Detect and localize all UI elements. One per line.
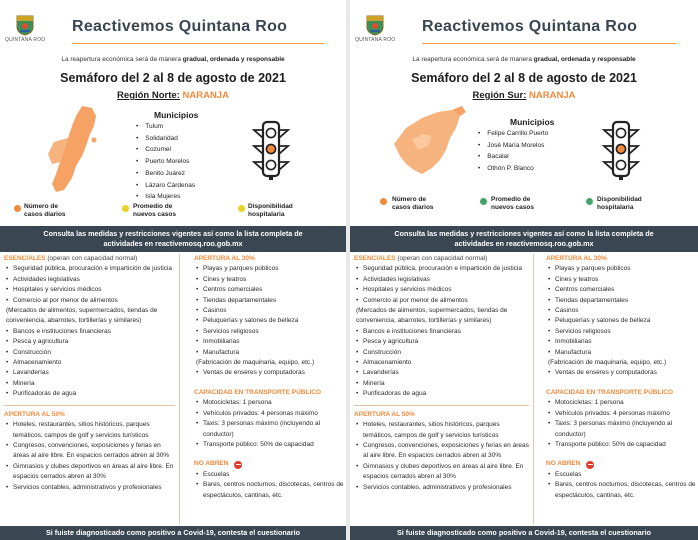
activity-item: • Servicios religiosos bbox=[546, 327, 696, 337]
activity-item: • Seguridad pública, procuración e impartición de justicia bbox=[354, 264, 529, 274]
activity-item: (Fabricación de maquinaria, equipo, etc.) bbox=[548, 359, 667, 367]
indicator-dot bbox=[122, 205, 129, 212]
activity-item: • Bancos e instituciones financieras bbox=[4, 327, 175, 337]
indicator-label bbox=[133, 203, 176, 219]
esenciales-heading: ESENCIALES bbox=[354, 255, 396, 262]
municipio-item: • Felipe Carrillo Puerto bbox=[478, 128, 588, 140]
activity-item: • Casinos bbox=[546, 306, 696, 316]
activity-item: • Minería bbox=[354, 379, 529, 389]
title-underline bbox=[72, 43, 324, 44]
activity-item: • Inmobiliarias bbox=[546, 337, 696, 347]
banner-line-2: actividades en reactivemosq.roo.gob.mx bbox=[103, 239, 243, 248]
activity-item: • Lavanderías bbox=[354, 368, 529, 378]
quintana-roo-logo bbox=[355, 14, 395, 43]
municipios-list bbox=[136, 121, 236, 203]
activity-item: • Lavanderías bbox=[4, 368, 175, 378]
activity-item: • Hoteles, restaurantes, sitios históricos, parques temáticos, campos de golf y servicios turísticos bbox=[4, 420, 175, 441]
esenciales-heading: ESENCIALES bbox=[4, 255, 46, 262]
apertura50-title: APERTURA AL 50% bbox=[4, 410, 65, 418]
municipio-item: • Lázaro Cárdenas bbox=[136, 180, 236, 192]
activity-item: • Ventas de enseres y computadoras bbox=[546, 368, 696, 378]
closed-item: • Escuelas bbox=[546, 470, 696, 480]
esenciales-note: (operan con capacidad normal) bbox=[47, 255, 138, 262]
consult-banner bbox=[0, 226, 346, 252]
activity-item: • Servicios contables, administrativos y profesionales bbox=[354, 483, 529, 493]
activity-item: • Centros comerciales bbox=[546, 285, 696, 295]
municipio-item: • Bacalar bbox=[478, 151, 588, 163]
municipio-item: • Tulum bbox=[136, 121, 236, 133]
municipio-item: • José María Morelos bbox=[478, 140, 588, 152]
transport-item: • Taxis: 3 personas máximo (incluyendo al conductor) bbox=[194, 419, 344, 440]
indicator-label-line2: casos diarios bbox=[24, 211, 66, 218]
activity-item: • Manufactura bbox=[546, 348, 696, 358]
apertura30-title: APERTURA AL 30% bbox=[546, 255, 607, 262]
tagline-emphasis: gradual, ordenada y responsable bbox=[533, 56, 636, 63]
state-map-icon bbox=[392, 104, 472, 176]
activity-item: • Playas y parques públicos bbox=[546, 264, 696, 274]
activity-item: • Servicios contables, administrativos y profesionales bbox=[4, 483, 175, 493]
municipio-item: • Benito Juárez bbox=[136, 168, 236, 180]
indicator-label bbox=[597, 196, 642, 212]
activity-item: • Comercio al por menor de alimentos bbox=[354, 296, 529, 306]
quintana-roo-logo-icon bbox=[365, 14, 385, 36]
closed-item: • Escuelas bbox=[194, 470, 344, 480]
indicator-label-line2: hospitalaria bbox=[248, 211, 285, 218]
indicator-label-line2: hospitalaria bbox=[597, 204, 634, 211]
traffic-light-icon bbox=[250, 120, 292, 180]
region-color: NARANJA bbox=[529, 90, 576, 101]
noabren-title: NO ABREN bbox=[194, 460, 229, 468]
state-map-icon bbox=[42, 104, 100, 194]
region-color: NARANJA bbox=[182, 90, 229, 101]
stop-icon bbox=[234, 461, 242, 469]
activity-item: • Purificadoras de agua bbox=[4, 389, 175, 399]
activities-left-column bbox=[354, 254, 534, 524]
brand-title: Reactivemos Quintana Roo bbox=[422, 18, 638, 35]
activity-item: • Casinos bbox=[194, 306, 344, 316]
apertura30-title: APERTURA AL 30% bbox=[194, 255, 255, 262]
tagline bbox=[350, 56, 698, 63]
indicator-dot bbox=[480, 198, 487, 205]
transport-item: • Vehículos privados: 4 personas máximo bbox=[194, 409, 344, 419]
activity-item: (Mercados de alimentos, supermercados, tiendas de conveniencia, abarrotes, tortillerías y similares) bbox=[6, 307, 158, 325]
indicator-dot bbox=[238, 205, 245, 212]
municipio-item: • Cozumel bbox=[136, 144, 236, 156]
header bbox=[350, 0, 698, 52]
closed-item: • Bares, centros nocturnos, discotecas, centros de espectáculos, cantinas, etc. bbox=[546, 480, 696, 501]
indicator-label bbox=[392, 196, 434, 212]
activity-item: • Seguridad pública, procuración e impartición de justicia bbox=[4, 264, 175, 274]
municipio-item: • Puerto Morelos bbox=[136, 156, 236, 168]
transport-item: • Transporte público: 50% de capacidad bbox=[194, 440, 344, 450]
indicator-dot bbox=[14, 205, 21, 212]
indicator-label-line1: Promedio de bbox=[133, 203, 173, 210]
semaforo-dates: Semáforo del 2 al 8 de agosto de 2021 bbox=[411, 71, 637, 85]
transporte-title: CAPACIDAD EN TRANSPORTE PÚBLICO bbox=[546, 388, 673, 396]
transport-item: • Taxis: 3 personas máximo (incluyendo al conductor) bbox=[546, 419, 696, 440]
activity-item: • Cines y teatros bbox=[194, 275, 344, 285]
flyer-region-norte bbox=[0, 0, 346, 540]
activity-item: • Comercio al por menor de alimentos bbox=[4, 296, 175, 306]
header bbox=[0, 0, 346, 52]
covid-questionnaire-footer: Si fuiste diagnosticado como positivo a Covid-19, contesta el cuestionario bbox=[350, 526, 698, 540]
activities-right-column bbox=[194, 254, 344, 524]
activity-item: • Almacenamiento bbox=[354, 358, 529, 368]
tagline-emphasis: gradual, ordenada y responsable bbox=[182, 56, 285, 63]
activities-left-column bbox=[4, 254, 180, 524]
activity-item: • Purificadoras de agua bbox=[354, 389, 529, 399]
indicator-label-line1: Número de bbox=[24, 203, 58, 210]
banner-line-1: Consulta las medidas y restricciones vigentes así como la lista completa de bbox=[394, 229, 654, 238]
activity-item: • Congresos, convenciones, exposiciones y ferias en áreas al aire libre. En espacios cerrados abren al 30% bbox=[354, 441, 529, 462]
activity-item: • Ventas de enseres y computadoras bbox=[194, 368, 344, 378]
activity-item: • Gimnasios y clubes deportivos en áreas al aire libre. En espacios cerrados abren al 30% bbox=[4, 462, 175, 483]
indicator-label bbox=[491, 196, 534, 212]
indicator-label bbox=[24, 203, 66, 219]
section-divider bbox=[4, 405, 175, 406]
tagline-text: La reapertura económica será de manera bbox=[412, 56, 534, 63]
activity-item: • Almacenamiento bbox=[4, 358, 175, 368]
noabren-title-row bbox=[194, 459, 344, 469]
activity-item: (Fabricación de maquinaria, equipo, etc.) bbox=[196, 359, 315, 367]
activity-item: • Pesca y agricultura bbox=[4, 337, 175, 347]
activity-item: • Pesca y agricultura bbox=[354, 337, 529, 347]
activity-item: • Minería bbox=[4, 379, 175, 389]
transport-item: • Motocicletas: 1 persona bbox=[194, 398, 344, 408]
activity-item: (Mercados de alimentos, supermercados, tiendas de conveniencia, abarrotes, tortillerías y similares) bbox=[356, 307, 508, 325]
activity-item: • Hoteles, restaurantes, sitios históricos, parques temáticos, campos de golf y servicios turísticos bbox=[354, 420, 529, 441]
noabren-title-row bbox=[546, 459, 696, 469]
activity-item: • Actividades legislativas bbox=[4, 275, 175, 285]
indicator-dot bbox=[586, 198, 593, 205]
indicator-label-line1: Disponibilidad bbox=[597, 196, 642, 203]
activity-item: • Actividades legislativas bbox=[354, 275, 529, 285]
traffic-light-icon bbox=[600, 120, 642, 180]
covid-questionnaire-footer: Si fuiste diagnosticado como positivo a Covid-19, contesta el cuestionario bbox=[0, 526, 346, 540]
activity-item: • Tiendas departamentales bbox=[546, 296, 696, 306]
title-underline bbox=[422, 43, 676, 44]
municipio-item: • Othón P. Blanco bbox=[478, 163, 588, 175]
region-name: Región Norte: bbox=[117, 90, 180, 101]
esenciales-note: (operan con capacidad normal) bbox=[397, 255, 488, 262]
transporte-title: CAPACIDAD EN TRANSPORTE PÚBLICO bbox=[194, 388, 321, 396]
region-heading bbox=[0, 90, 346, 101]
indicator-label bbox=[248, 203, 293, 219]
indicator-label-line1: Número de bbox=[392, 196, 426, 203]
section-divider bbox=[354, 405, 529, 406]
activity-item: • Hospitales y servicios médicos bbox=[354, 285, 529, 295]
transport-item: • Motocicletas: 1 persona bbox=[546, 398, 696, 408]
region-heading bbox=[350, 90, 698, 101]
municipios-title: Municipios bbox=[510, 117, 555, 127]
tagline-text: La reapertura económica será de manera bbox=[61, 56, 183, 63]
quintana-roo-logo-icon bbox=[15, 14, 35, 36]
quintana-roo-logo bbox=[5, 14, 45, 43]
activity-item: • Cines y teatros bbox=[546, 275, 696, 285]
apertura50-title: APERTURA AL 50% bbox=[354, 410, 415, 418]
logo-caption: QUINTANA ROO bbox=[355, 37, 396, 43]
municipios-list bbox=[478, 128, 588, 175]
activity-item: • Congresos, convenciones, exposiciones y ferias en áreas al aire libre. En espacios cerrados abren al 30% bbox=[4, 441, 175, 462]
activity-item: • Tiendas departamentales bbox=[194, 296, 344, 306]
activity-item: • Gimnasios y clubes deportivos en áreas al aire libre. En espacios cerrados abren al 30% bbox=[354, 462, 529, 483]
activity-item: • Centros comerciales bbox=[194, 285, 344, 295]
stop-icon bbox=[586, 461, 594, 469]
activity-item: • Inmobiliarias bbox=[194, 337, 344, 347]
noabren-title: NO ABREN bbox=[546, 460, 581, 468]
indicator-label-line2: nuevos casos bbox=[133, 211, 176, 218]
logo-caption: QUINTANA ROO bbox=[5, 37, 46, 43]
municipios-title: Municipios bbox=[154, 110, 199, 120]
indicator-label-line1: Disponibilidad bbox=[248, 203, 293, 210]
banner-line-2: actividades en reactivemosq.roo.gob.mx bbox=[454, 239, 594, 248]
transport-item: • Transporte público: 50% de capacidad bbox=[546, 440, 696, 450]
region-name: Región Sur: bbox=[472, 90, 527, 101]
esenciales-title bbox=[354, 254, 529, 264]
closed-item: • Bares, centros nocturnos, discotecas, centros de espectáculos, cantinas, etc. bbox=[194, 480, 344, 501]
municipio-item: • Isla Mujeres bbox=[136, 191, 236, 203]
indicator-dot bbox=[380, 198, 387, 205]
esenciales-title bbox=[4, 254, 175, 264]
flyer-region-sur bbox=[350, 0, 698, 540]
consult-banner bbox=[350, 226, 698, 252]
activity-item: • Peluquerías y salones de belleza bbox=[194, 316, 344, 326]
banner-line-1: Consulta las medidas y restricciones vigentes así como la lista completa de bbox=[43, 229, 303, 238]
activity-item: • Construcción bbox=[354, 348, 529, 358]
activity-item: • Hospitales y servicios médicos bbox=[4, 285, 175, 295]
activity-item: • Bancos e instituciones financieras bbox=[354, 327, 529, 337]
indicator-label-line2: nuevos casos bbox=[491, 204, 534, 211]
brand-title: Reactivemos Quintana Roo bbox=[72, 18, 288, 35]
activity-item: • Manufactura bbox=[194, 348, 344, 358]
tagline bbox=[0, 56, 346, 63]
semaforo-dates: Semáforo del 2 al 8 de agosto de 2021 bbox=[60, 71, 286, 85]
indicator-label-line1: Promedio de bbox=[491, 196, 531, 203]
activity-item: • Servicios religiosos bbox=[194, 327, 344, 337]
activity-item: • Construcción bbox=[4, 348, 175, 358]
transport-item: • Vehículos privados: 4 personas máximo bbox=[546, 409, 696, 419]
activity-item: • Playas y parques públicos bbox=[194, 264, 344, 274]
municipio-item: • Solidaridad bbox=[136, 133, 236, 145]
activity-item: • Peluquerías y salones de belleza bbox=[546, 316, 696, 326]
indicator-label-line2: casos diarios bbox=[392, 204, 434, 211]
activities-right-column bbox=[546, 254, 696, 524]
